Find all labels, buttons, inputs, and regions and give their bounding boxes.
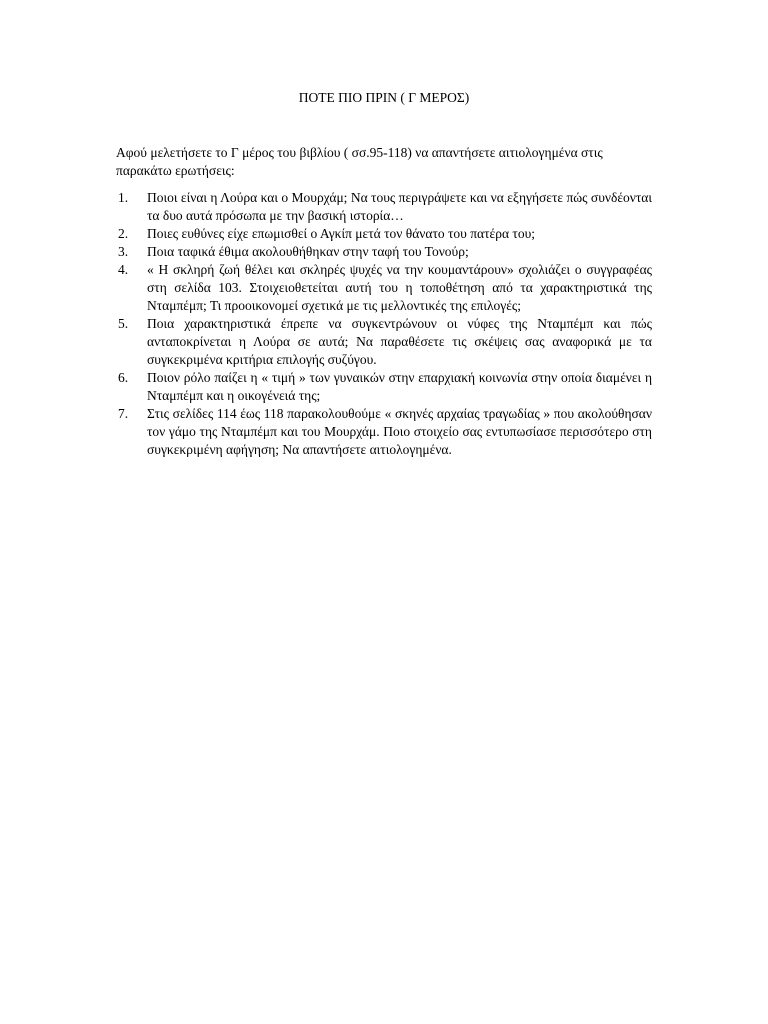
question-number: 3. xyxy=(118,244,129,259)
question-text: Ποια ταφικά έθιμα ακολουθήθηκαν στην ταφή του Τονούρ; xyxy=(147,244,469,259)
question-number: 1. xyxy=(118,190,129,205)
list-item xyxy=(116,315,652,369)
list-item xyxy=(116,225,652,243)
question-text: « Η σκληρή ζωή θέλει και σκληρές ψυχές να την κουμαντάρουν» σχολιάζει ο συγγραφέας στη σελίδα 103. Στοιχειοθετείται αυτή του η τοποθέτηση από τα χαρακτηριστικά της Νταμπέμπ; Τι προοικονομεί σχετικά με τις μελλοντικές της επιλογές; xyxy=(147,262,652,313)
list-item xyxy=(116,243,652,261)
list-item xyxy=(116,261,652,315)
question-number: 6. xyxy=(118,370,129,385)
question-number: 4. xyxy=(118,262,129,277)
question-text: Ποια χαρακτηριστικά έπρεπε να συγκεντρώνουν οι νύφες της Νταμπέμπ και πώς ανταποκρίνεται η Λούρα σε αυτά; Να παραθέσετε τις σκέψεις σας αναφορικά με τα συγκεκριμένα κριτήρια επιλογής συζύγου. xyxy=(147,316,652,367)
list-item xyxy=(116,405,652,459)
list-item xyxy=(116,189,652,225)
question-text: Ποιες ευθύνες είχε επωμισθεί ο Αγκίπ μετά τον θάνατο του πατέρα του; xyxy=(147,226,536,241)
question-number: 7. xyxy=(118,406,129,421)
question-number: 2. xyxy=(118,226,129,241)
page-title: ΠΟΤΕ ΠΙΟ ΠΡΙΝ ( Γ ΜΕΡΟΣ) xyxy=(298,90,470,105)
question-text: Ποιον ρόλο παίζει η « τιμή » των γυναικών στην επαρχιακή κοινωνία στην οποία διαμένει η Νταμπέμπ και η οικογένειά της; xyxy=(147,370,652,403)
question-text: Στις σελίδες 114 έως 118 παρακολουθούμε « σκηνές αρχαίας τραγωδίας » που ακολούθησαν τον γάμο της Νταμπέμπ και του Μουρχάμ. Ποιο στοιχείο σας εντυπωσίασε περισσότερο στη συγκεκριμένη αφήγηση; Να απαντήσετε αιτιολογημένα. xyxy=(147,406,652,457)
question-number: 5. xyxy=(118,316,129,331)
intro-paragraph: Αφού μελετήσετε το Γ μέρος του βιβλίου ( σσ.95-118) να απαντήσετε αιτιολογημένα στις παρακάτω ερωτήσεις: xyxy=(116,145,603,178)
question-list xyxy=(116,189,652,459)
question-text: Ποιοι είναι η Λούρα και ο Μουρχάμ; Να τους περιγράψετε και να εξηγήσετε πώς συνδέονται τα δυο αυτά πρόσωπα με την βασική ιστορία… xyxy=(147,190,652,223)
list-item xyxy=(116,369,652,405)
